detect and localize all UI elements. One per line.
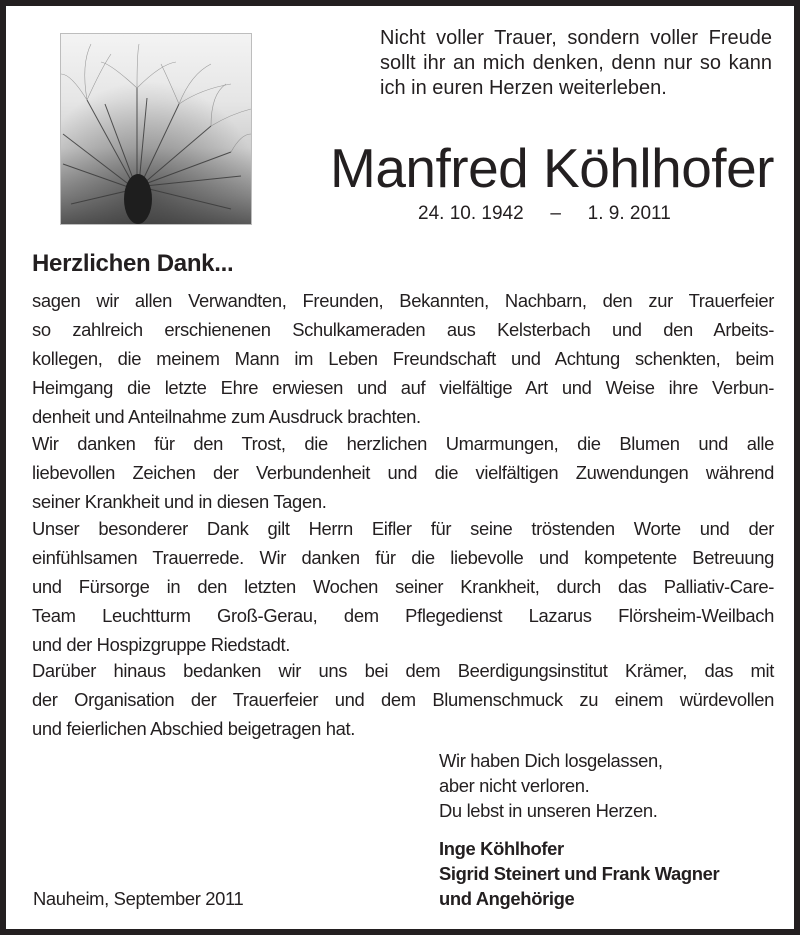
verse-line: Du lebst in unseren Herzen. [439, 800, 658, 821]
signers-block [439, 836, 719, 911]
quote-line: sollt ihr an mich denken, denn nur so kann [380, 52, 772, 74]
paragraph-line: Team Leuchtturm Groß-Gerau, dem Pflegedienst Lazarus Flörsheim-Weilbach [32, 605, 774, 626]
paragraph-line: der Organisation der Trauerfeier und dem Blumenschmuck zu einem würdevollen [32, 689, 774, 710]
paragraph-line: Darüber hinaus bedanken wir uns bei dem Beerdigungsinstitut Krämer, das mit [32, 660, 774, 681]
dandelion-photo-icon [60, 33, 252, 225]
paragraph-line: Wir danken für den Trost, die herzlichen Umarmungen, die Blumen und alle [32, 433, 774, 454]
signer-line: und Angehörige [439, 888, 575, 909]
thanks-heading: Herzlichen Dank... [32, 250, 234, 277]
paragraph-line: einfühlsamen Trauerrede. Wir danken für die liebevolle und kompetente Betreuung [32, 547, 774, 568]
paragraph-line: kollegen, die meinem Mann im Leben Freundschaft und Achtung schenkten, beim [32, 348, 774, 369]
signer-line: Sigrid Steinert und Frank Wagner [439, 863, 720, 884]
paragraph-line: und Fürsorge in den letzten Wochen seiner Krankheit, durch das Palliativ-Care- [32, 576, 774, 597]
paragraph-funeral-home-thanks [32, 656, 774, 743]
deceased-name: Manfred Köhlhofer [330, 137, 774, 199]
paragraph-line: so zahlreich erschienenen Schulkameraden aus Kelsterbach und den Arbeits- [32, 319, 774, 340]
paragraph-line: und der Hospizgruppe Riedstadt. [32, 634, 291, 655]
paragraph-thanks-all [32, 286, 774, 431]
signer-line: Inge Köhlhofer [439, 838, 564, 859]
quote-line: ich in euren Herzen weiterleben. [380, 77, 667, 99]
verse-line: aber nicht verloren. [439, 775, 590, 796]
place-and-date: Nauheim, September 2011 [33, 888, 244, 909]
memorial-quote [380, 26, 772, 101]
paragraph-thanks-comfort [32, 429, 774, 516]
verse-line: Wir haben Dich losgelassen, [439, 750, 663, 771]
paragraph-line: sagen wir allen Verwandten, Freunden, Bekannten, Nachbarn, den zur Trauerfeier [32, 290, 774, 311]
paragraph-line: liebevollen Zeichen der Verbundenheit und die vielfältigen Zuwendungen während [32, 462, 774, 483]
date-separator: – [550, 203, 561, 224]
paragraph-special-thanks [32, 514, 774, 659]
life-dates [418, 202, 671, 226]
quote-line: Nicht voller Trauer, sondern voller Freude [380, 27, 772, 49]
closing-verse [439, 748, 663, 823]
paragraph-line: denheit und Anteilnahme zum Ausdruck brachten. [32, 406, 421, 427]
birth-date: 24. 10. 1942 [418, 203, 524, 224]
paragraph-line: Unser besonderer Dank gilt Herrn Eifler für seine tröstenden Worte und der [32, 518, 774, 539]
paragraph-line: seiner Krankheit und in diesen Tagen. [32, 491, 327, 512]
paragraph-line: und feierlichen Abschied beigetragen hat. [32, 718, 356, 739]
death-date: 1. 9. 2011 [587, 203, 671, 224]
paragraph-line: Heimgang die letzte Ehre erwiesen und auf vielfältige Art und Weise ihre Verbun- [32, 377, 774, 398]
